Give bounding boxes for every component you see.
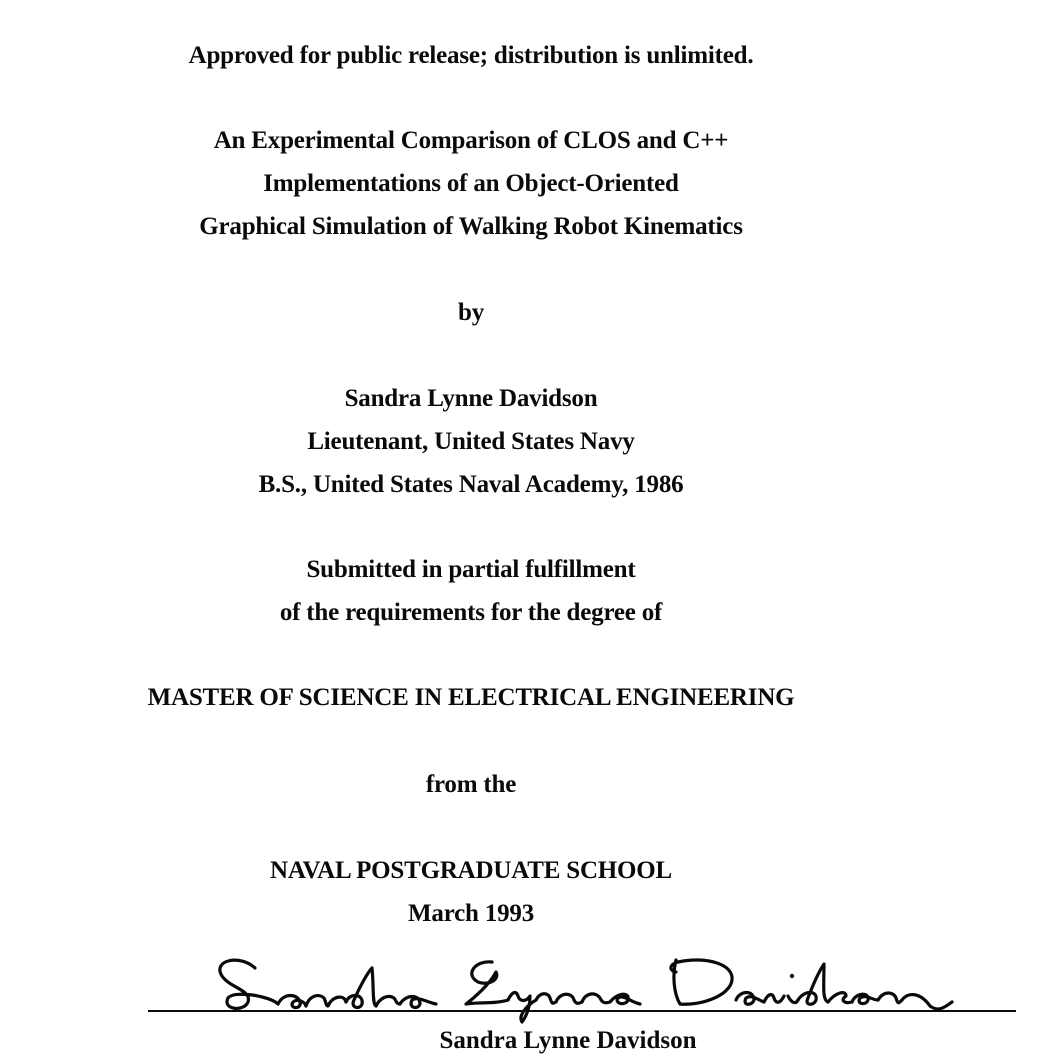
signature-typed-name: Sandra Lynne Davidson — [439, 1027, 697, 1054]
title-line-3: Graphical Simulation of Walking Robot Kinematics — [199, 213, 743, 240]
author-degree: B.S., United States Naval Academy, 1986 — [258, 471, 684, 498]
signature-line — [148, 1010, 1016, 1012]
submission-line-2: of the requirements for the degree of — [279, 599, 663, 626]
author-name: Sandra Lynne Davidson — [344, 385, 598, 412]
handwritten-signature — [200, 946, 960, 1026]
institution-name: NAVAL POSTGRADUATE SCHOOL — [269, 857, 673, 884]
degree-sought: MASTER OF SCIENCE IN ELECTRICAL ENGINEERING — [147, 684, 795, 711]
submission-date: March 1993 — [408, 900, 534, 927]
by-label: by — [457, 299, 484, 326]
title-line-2: Implementations of an Object-Oriented — [263, 170, 679, 197]
from-label: from the — [425, 771, 517, 798]
release-statement: Approved for public release; distribution is unlimited. — [188, 42, 754, 69]
submission-line-1: Submitted in partial fulfillment — [306, 556, 636, 583]
title-line-1: An Experimental Comparison of CLOS and C++ — [213, 127, 729, 154]
author-rank: Lieutenant, United States Navy — [307, 428, 635, 455]
